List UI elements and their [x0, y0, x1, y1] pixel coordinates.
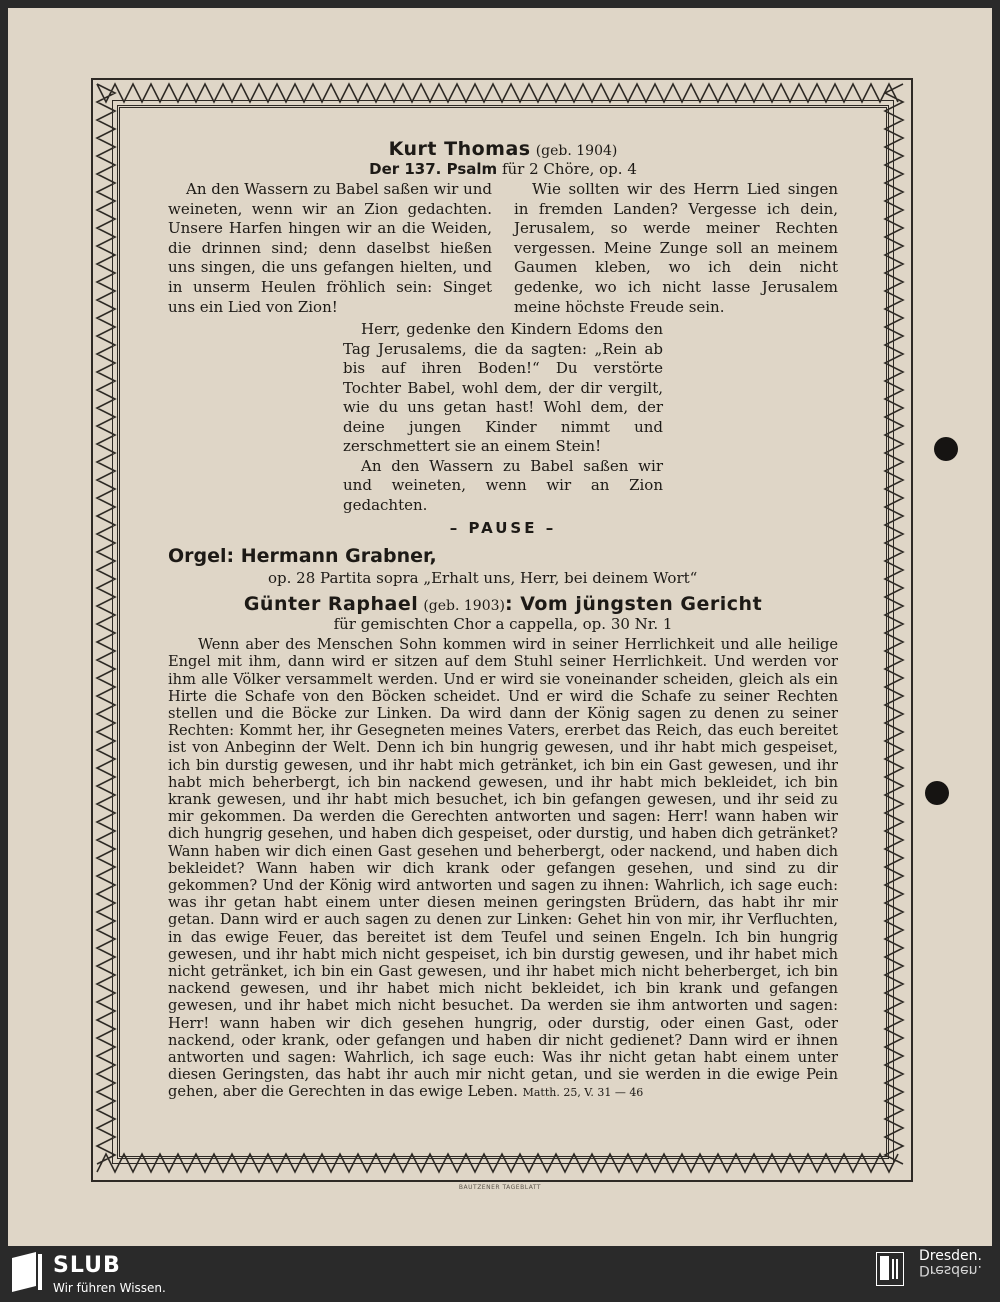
psalm-right-column: Wie sollten wir des Herrn Lied singen in fremden Landen? Vergesse ich dein, Jerusalem, so werde meiner Rechten vergessen. Meine Zunge soll an meinem Gaumen kleben, wo ich dein nicht gedenke, wo ich nicht lasse Jerusalem meine höchste Freude sein. — [514, 180, 838, 316]
thomas-heading — [168, 138, 838, 160]
pause-label: – PAUSE – — [449, 519, 557, 538]
composer-name: Kurt Thomas — [388, 138, 531, 160]
book-icon — [10, 1250, 44, 1294]
slub-tagline: Wir führen Wissen. — [53, 1281, 166, 1295]
psalm-left-column: An den Wassern zu Babel saßen wir und weineten, wenn wir an Zion gedachten. Unsere Harfen hingen wir an die Weiden, die drinnen sind; denn daselbst hießen uns singen, die uns gefangen hielten, und in unserm Heulen fröhlich sein: Singet uns ein Lied von Zion! — [168, 180, 492, 316]
scripture-reference: Matth. 25, V. 31 — 46 — [522, 1086, 644, 1100]
punch-hole — [925, 781, 949, 805]
organ-work: op. 28 Partita sopra „Erhalt uns, Herr, bei deinem Wort“ — [268, 569, 698, 588]
raphael-heading — [168, 593, 838, 615]
composer-name: Günter Raphael — [243, 593, 419, 616]
program-content — [168, 138, 838, 1102]
psalm-columns — [168, 180, 838, 317]
psalm-paragraph: Herr, gedenke den Kindern Edoms den Tag Jerusalems, die da sagten: „Rein ab bis auf ihren Boden!“ Du verstörte Tochter Babel, wohl dem, der dir vergilt, wie du uns getan hast! Wohl dem, der deine jungen Kinder nimmt und zerschmettert sie an einem Stein! — [343, 320, 663, 456]
work-name: Der 137. Psalm — [369, 160, 498, 178]
slub-logo-text: SLUB — [53, 1253, 121, 1278]
dresden-logo-text: Dresden. Dresden. — [919, 1248, 982, 1278]
work-detail: für gemischten Chor a cappella, op. 30 Nr. 1 — [333, 615, 673, 634]
work-title — [168, 160, 838, 179]
dresden-crest-icon — [876, 1252, 904, 1286]
psalm-center-text — [343, 320, 663, 515]
work-name: : Vom jüngsten Gericht — [505, 593, 763, 616]
footer-bar — [0, 1246, 1000, 1302]
gospel-body: Wenn aber des Menschen Sohn kommen wird in seiner Herrlichkeit und alle heilige Engel mit ihm, dann wird er sitzen auf dem Stuhl seiner Herrlichkeit. Und werden vor ihm alle Völker versammelt werden. Und er wird sie voneinander scheiden, gleich als ein Hirte die Schafe von den Böcken scheidet. Und er wird die Schafe zu seiner Rechten stellen und die Böcke zur Linken. Da wird dann der König sagen zu denen zu seiner Rechten: Kommt her, ihr Gesegneten meines Vaters, ererbet das Reich, das euch bereitet ist von Anbeginn der Welt. Denn ich bin hungrig gewesen, und ihr habt mich gespeiset, ich bin durstig gewesen, und ihr habt mich getränket, ich bin ein Gast gewesen, und ihr habt mich beherbergt, ich bin nackend gewesen, und ihr habt mich bekleidet, ich bin krank gewesen, und ihr habt mich besuchet, ich bin gefangen gewesen, und ihr seid zu mir gekommen. Da werden die Gerechten antworten und sagen: Herr! wann haben wir dich hungrig gesehen, und haben dich gespeiset, oder durstig, und haben dich getränket? Wann haben wir dich einen Gast gesehen und beherbergt, oder nackend, und haben dich bekleidet? Wann haben wir dich krank oder gefangen gesehen, und sind zu dir gekommen? Und der König wird antworten und sagen zu ihnen: Wahrlich, ich sage euch: was ihr getan habt einem unter diesen meinen geringsten Brüdern, das habt ihr mir getan. Dann wird er auch sagen zu denen zur Linken: Gehet hin von mir, ihr Verfluchten, in das ewige Feuer, das bereitet ist dem Teufel und seinen Engeln. Ich bin hungrig gewesen, und ihr habt mich nicht gespeiset, ich bin durstig gewesen, und ihr habet mich nicht getränket, ich bin ein Gast gewesen, und ihr habet mich nicht beherberget, ich bin nackend gewesen, und ihr habet mich nicht bekleidet, ich bin krank und gefangen gewesen, und ihr habet mich nicht besuchet. Da werden sie ihm antworten und sagen: Herr! wann haben wir dich gesehen hungrig, oder durstig, oder einen Gast, oder nackend, oder krank, oder gefangen und haben dir nicht gedienet? Dann wird er ihnen antworten und sagen: Wahrlich, ich sage euch: Was ihr nicht getan habt einem unter diesen Geringsten, das habt ihr auch mir nicht getan, und sie werden in die ewige Pein gehen, aber die Gerechten in das ewige Leben. — [168, 636, 838, 1101]
gospel-text — [168, 636, 838, 1101]
work-detail: für 2 Chöre, op. 4 — [501, 160, 637, 178]
composer-years: (geb. 1903) — [423, 598, 505, 615]
organ-heading: Orgel: Hermann Grabner, — [168, 545, 437, 568]
psalm-paragraph: An den Wassern zu Babel saßen wir und weineten, wenn wir an Zion gedachten. — [343, 456, 663, 514]
punch-hole — [934, 437, 958, 461]
composer-years: (geb. 1904) — [535, 143, 618, 159]
printer-imprint: BAUTZENER TAGEBLATT — [458, 1184, 542, 1191]
